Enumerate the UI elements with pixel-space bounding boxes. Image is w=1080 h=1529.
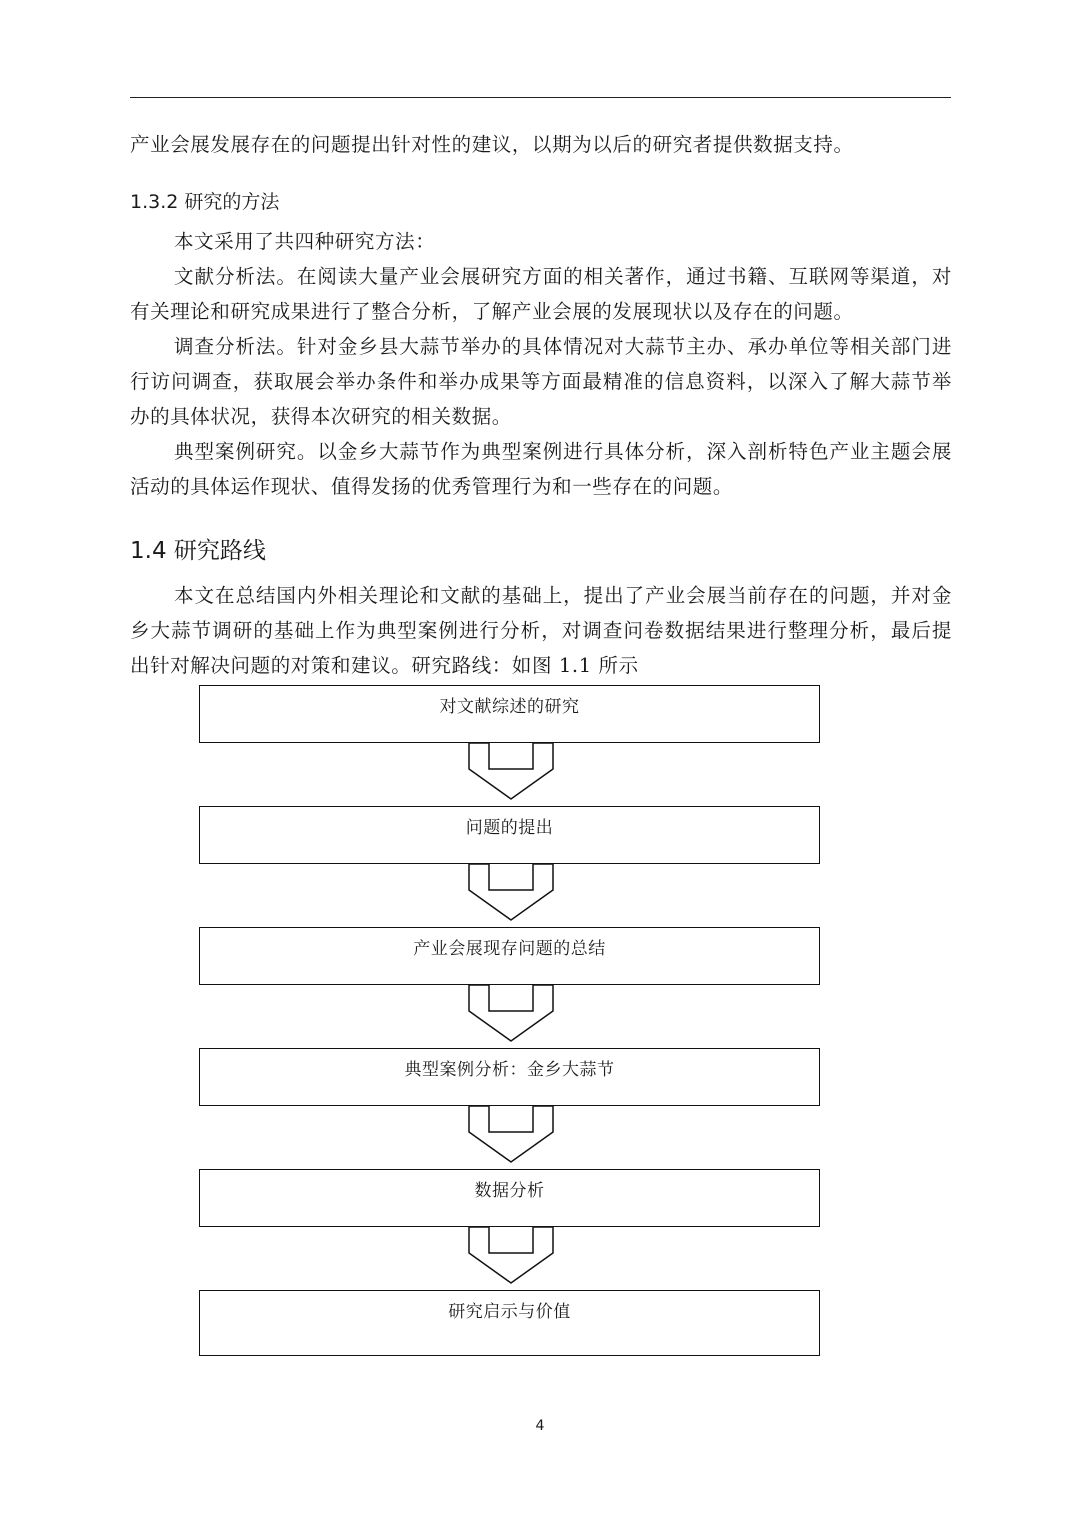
- method-literature-analysis: 文献分析法。在阅读大量产业会展研究方面的相关著作，通过书籍、互联网等渠道，对有关理论和研究成果进行了整合分析，了解产业会展的发展现状以及存在的问题。: [130, 265, 952, 323]
- section-heading: 1.4 研究路线: [130, 538, 266, 564]
- flow-step-data-analysis: 数据分析: [199, 1169, 820, 1227]
- flow-step-problem-statement: 问题的提出: [199, 806, 820, 864]
- continuation-paragraph: 产业会展发展存在的问题提出针对性的建议，以期为以后的研究者提供数据支持。: [130, 133, 854, 156]
- down-arrow-icon: [468, 1227, 554, 1285]
- down-arrow-icon: [468, 1106, 554, 1164]
- page-number: 4: [535, 1418, 545, 1434]
- method-case-study: 典型案例研究。以金乡大蒜节作为典型案例进行具体分析，深入剖析特色产业主题会展活动的具体运作现状、值得发扬的优秀管理行为和一些存在的问题。: [130, 440, 952, 498]
- flow-step-research-value: 研究启示与价值: [199, 1290, 820, 1356]
- down-arrow-icon: [468, 864, 554, 922]
- methods-intro: 本文采用了共四种研究方法：: [174, 230, 436, 253]
- method-survey-analysis: 调查分析法。针对金乡县大蒜节举办的具体情况对大蒜节主办、承办单位等相关部门进行访问调查，获取展会举办条件和举办成果等方面最精准的信息资料，以深入了解大蒜节举办的具体状况，获得本次研究的相关数据。: [130, 335, 952, 428]
- subsection-heading: 1.3.2 研究的方法: [130, 191, 280, 213]
- flow-step-literature-review: 对文献综述的研究: [199, 685, 820, 743]
- down-arrow-icon: [468, 743, 554, 801]
- down-arrow-icon: [468, 985, 554, 1043]
- flow-step-case-analysis: 典型案例分析：金乡大蒜节: [199, 1048, 820, 1106]
- flow-step-problem-summary: 产业会展现存问题的总结: [199, 927, 820, 985]
- header-rule: [130, 97, 951, 98]
- research-route-paragraph: 本文在总结国内外相关理论和文献的基础上，提出了产业会展当前存在的问题，并对金乡大蒜节调研的基础上作为典型案例进行分析，对调查问卷数据结果进行整理分析，最后提出针对解决问题的对策和建议。研究路线：如图 1.1 所示: [130, 584, 952, 677]
